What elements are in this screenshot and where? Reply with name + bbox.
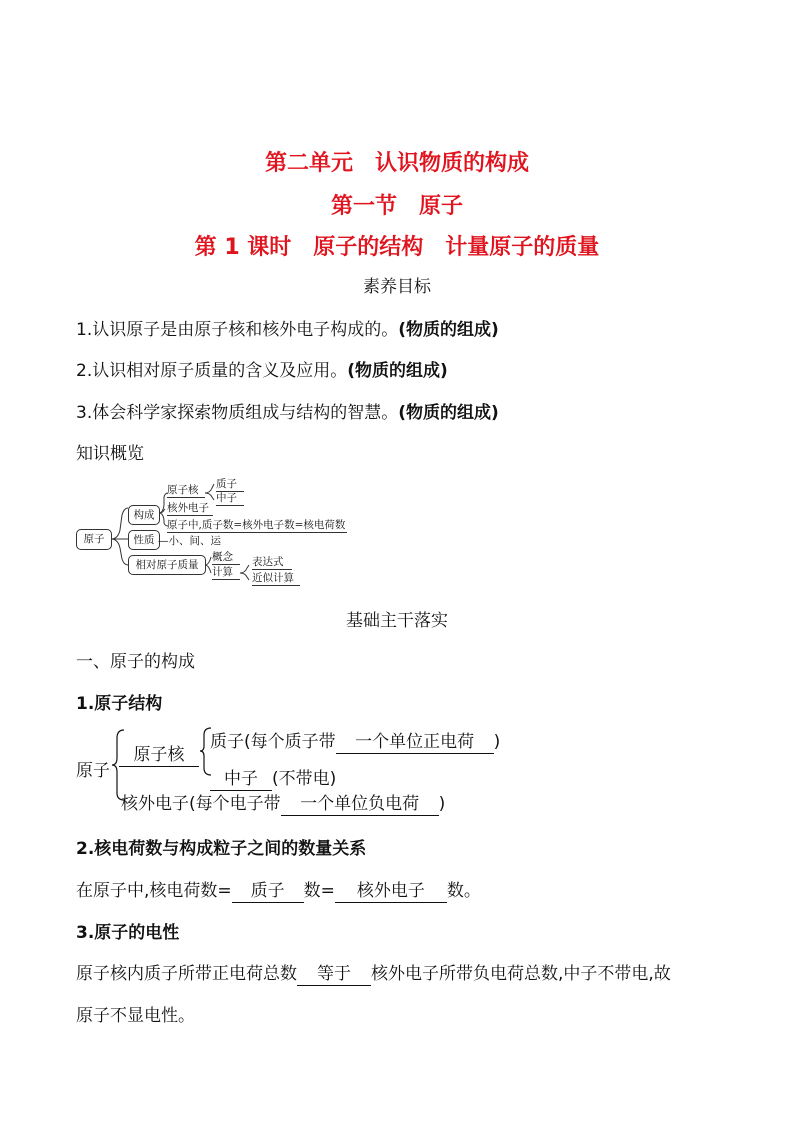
goal-text: 3.体会科学家探索物质组成与结构的智慧。 xyxy=(76,403,399,423)
electron-blank: 一个单位负电荷 xyxy=(281,794,439,816)
section-title: 第一节 原子 xyxy=(330,194,463,219)
proton-suffix: ) xyxy=(493,732,501,752)
diagram-electrons: 核外电子 xyxy=(167,500,213,516)
s3-part2: 核外电子所带负电荷总数,中子不带电,故 xyxy=(371,964,671,984)
goal-tag: (物质的组成) xyxy=(347,361,448,381)
goal-tag: (物质的组成) xyxy=(398,320,499,340)
nucleus-blank: 原子核 xyxy=(119,745,199,767)
goals-heading: 素养目标 xyxy=(363,277,431,297)
proton-blank: 一个单位正电荷 xyxy=(336,732,494,754)
electron-prefix: 核外电子(每个电子带 xyxy=(121,794,281,814)
s2-part2: 数= xyxy=(303,881,335,901)
electron-row xyxy=(121,789,445,816)
s3-part1: 原子核内质子所带正电荷总数 xyxy=(76,964,297,984)
diagram-concept: 概念 xyxy=(212,549,240,565)
neutron-suffix: (不带电) xyxy=(272,769,337,789)
neutron-row xyxy=(210,764,336,791)
diagram-neutron: 中子 xyxy=(216,490,244,506)
goal-text: 1.认识原子是由原子核和核外电子构成的。 xyxy=(76,320,399,340)
diagram-composition: 构成 xyxy=(128,505,160,525)
section1-heading: 一、原子的构成 xyxy=(76,652,195,672)
electron-suffix: ) xyxy=(438,794,446,814)
goal-tag: (物质的组成) xyxy=(398,403,499,423)
s2-part3: 数。 xyxy=(446,881,481,901)
goal-text: 2.认识相对原子质量的含义及应用。 xyxy=(76,361,348,381)
diagram-property-values-text: 小、间、运 xyxy=(168,535,221,547)
proton-prefix: 质子(每个质子带 xyxy=(210,732,336,752)
diagram-nucleus: 原子核 xyxy=(167,482,205,498)
diagram-calc: 计算 xyxy=(212,564,240,580)
diagram-property-values: —小、间、运 xyxy=(158,535,221,547)
s2-part1: 在原子中,核电荷数= xyxy=(76,881,232,901)
diagram-root: 原子 xyxy=(76,529,112,550)
unit-title: 第二单元 认识物质的构成 xyxy=(264,151,529,176)
s2-heading: 2.核电荷数与构成粒子之间的数量关系 xyxy=(76,839,367,859)
s3-line1 xyxy=(76,959,671,986)
atom-label: 原子 xyxy=(76,761,110,781)
s1-heading: 1.原子结构 xyxy=(76,694,163,714)
basics-heading: 基础主干落实 xyxy=(346,611,448,631)
proton-row xyxy=(210,727,500,754)
diagram-approx: 近似计算 xyxy=(252,570,300,586)
s3-blank1: 等于 xyxy=(297,964,371,986)
diagram-expression: 表达式 xyxy=(252,554,292,570)
diagram-relation: 原子中,质子数=核外电子数=核电荷数 xyxy=(167,519,346,531)
lesson-title: 第 1 课时 原子的结构 计量原子的质量 xyxy=(194,235,600,260)
s3-heading: 3.原子的电性 xyxy=(76,923,180,943)
s2-blank1: 质子 xyxy=(232,881,304,903)
diagram-relative-mass: 相对原子质量 xyxy=(128,555,206,575)
s2-blank2: 核外电子 xyxy=(335,881,447,903)
s3-line2: 原子不显电性。 xyxy=(76,1006,195,1026)
diagram-proton: 质子 xyxy=(216,476,244,492)
diagram-property: 性质 xyxy=(128,530,160,550)
overview-heading: 知识概览 xyxy=(76,444,144,464)
s2-text xyxy=(76,876,481,903)
nucleus-row xyxy=(119,745,199,767)
neutron-blank: 中子 xyxy=(210,769,272,791)
